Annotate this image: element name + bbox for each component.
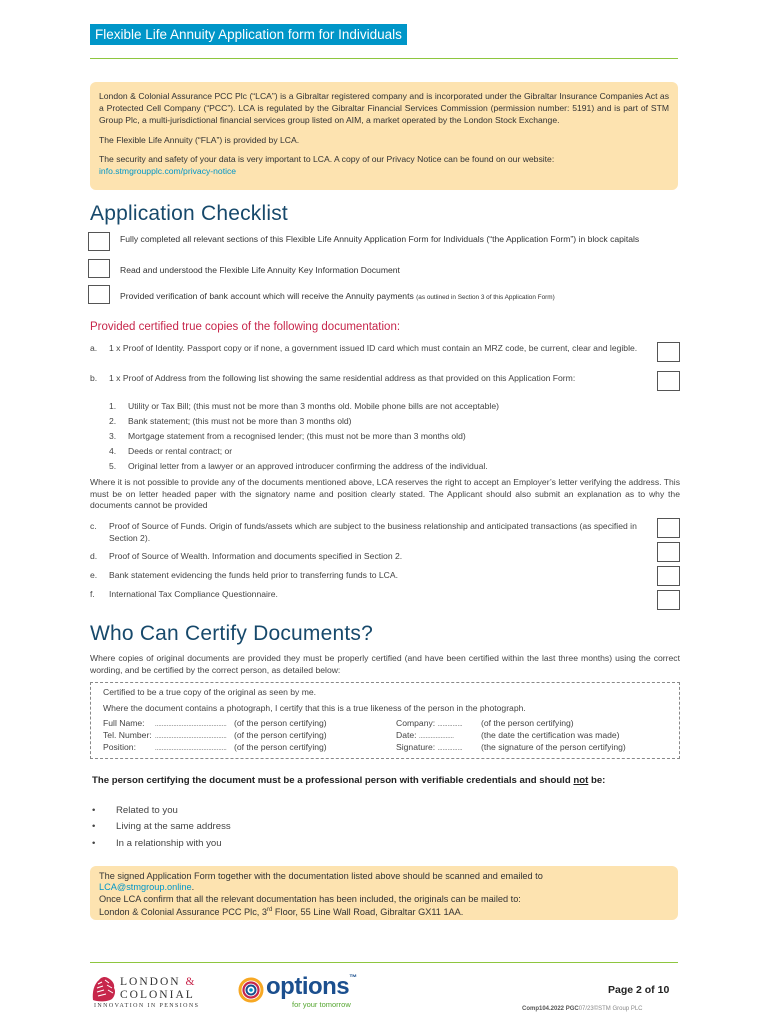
intro-paragraph-company: London & Colonial Assurance PCC Plc (“LCA”) is a Gibraltar registered company and is incorporated under the Gibraltar Insurance Companies Act as a Protected Cell Company (“PCC”). LCA is regulated by the Gibraltar Financial Services Commission (permission number: 5191) and is part of STM Group Plc, a multi-jurisdictional financial services group listed on AIM, a market operated by the London Stock Exchange. bbox=[99, 91, 669, 126]
field-dots: ........................................... bbox=[155, 746, 227, 752]
doc-e-checkbox[interactable] bbox=[657, 566, 680, 586]
lc-wordmark bbox=[120, 976, 196, 1002]
page-number-text: Page 2 of 10 bbox=[608, 984, 670, 996]
certification-line-1: Certified to be a true copy of the original as seen by me. bbox=[103, 687, 317, 697]
options-wordmark bbox=[266, 973, 357, 1001]
field-dots: ........................................... bbox=[155, 722, 227, 728]
doc-b-checkbox[interactable] bbox=[657, 371, 680, 391]
privacy-notice-link[interactable]: info.stmgroupplc.com/privacy-notice bbox=[99, 166, 237, 177]
bullet-icon: • bbox=[92, 821, 96, 832]
doc-c-checkbox[interactable] bbox=[657, 518, 680, 538]
checklist-item-note: (as outlined in Section 3 of this Application Form) bbox=[416, 294, 555, 301]
doc-text: Proof of Source of Wealth. Information and documents specified in Section 2. bbox=[109, 551, 403, 561]
requirement-not: not bbox=[573, 775, 589, 786]
exclusion-text: Related to you bbox=[116, 805, 178, 816]
checklist-checkbox[interactable] bbox=[88, 259, 110, 278]
requirement-text: The person certifying the document must be a professional person with verifiable credentials and should bbox=[92, 775, 574, 786]
checklist-item-text bbox=[120, 291, 676, 303]
options-trademark: ™ bbox=[349, 973, 357, 982]
checklist-item-kid bbox=[88, 259, 678, 281]
field-label: Tel. Number: bbox=[103, 730, 152, 740]
address-sup: rd bbox=[267, 906, 273, 913]
certify-heading: Who Can Certify Documents? bbox=[90, 622, 373, 645]
certify-intro: Where copies of original documents are provided they must be properly certified (and have been certified within the last three months) using the correct wording, and be certified by the correct person, as detailed below: bbox=[90, 653, 680, 675]
privacy-text: The security and safety of your data is very important to LCA. A copy of our Privacy Notice can be found on our website: bbox=[99, 153, 555, 164]
field-label: Position: bbox=[103, 742, 136, 752]
submission-line-2: Once LCA confirm that all the relevant documentation has been included, the originals can be mailed to: bbox=[99, 893, 521, 904]
checklist-checkbox[interactable] bbox=[88, 285, 110, 304]
intro-info-box bbox=[90, 82, 678, 190]
doc-label: f. bbox=[90, 589, 95, 599]
doc-text: International Tax Compliance Questionnaire. bbox=[109, 589, 278, 599]
lc-tagline: INNOVATION IN PENSIONS bbox=[94, 1003, 200, 1009]
documentation-heading: Provided certified true copies of the following documentation: bbox=[90, 321, 401, 333]
doc-d-checkbox[interactable] bbox=[657, 542, 680, 562]
footer-divider bbox=[90, 962, 678, 963]
field-note: (of the person certifying) bbox=[481, 718, 574, 728]
doc-label: a. bbox=[90, 343, 98, 353]
address-option-text: Deeds or rental contract; or bbox=[128, 446, 233, 456]
lc-word-london: LONDON bbox=[120, 976, 181, 988]
address-option-text: Utility or Tax Bill; (this must not be more than 3 months old. Mobile phone bills are not acceptable) bbox=[128, 401, 499, 411]
doc-text: 1 x Proof of Identity. Passport copy or if none, a government issued ID card which must contain an MRZ code, be current, clear and legible. bbox=[109, 343, 638, 353]
address-option-text: Mortgage statement from a recognised lender; (this must not be more than 3 months old) bbox=[128, 431, 466, 441]
lc-word-colonial: COLONIAL bbox=[120, 989, 195, 1001]
checklist-item-bank-verification bbox=[88, 285, 678, 307]
lion-crest-icon bbox=[90, 974, 118, 1004]
doc-label: e. bbox=[90, 570, 98, 580]
address-end: Floor, 55 Line Wall Road, Gibraltar GX11 1AA. bbox=[272, 906, 464, 917]
checklist-item-text: Read and understood the Flexible Life Annuity Key Information Document bbox=[120, 265, 400, 275]
field-date bbox=[396, 730, 620, 740]
certification-wording-box bbox=[90, 682, 680, 759]
checklist-checkbox[interactable] bbox=[88, 232, 110, 251]
certifier-requirement bbox=[92, 774, 680, 788]
intro-paragraph-fla: The Flexible Life Annuity (“FLA”) is provided by LCA. bbox=[99, 134, 300, 145]
field-note: (of the person certifying) bbox=[234, 730, 327, 740]
submission-text: The signed Application Form together with the documentation listed above should be scanned and emailed to bbox=[99, 871, 543, 881]
field-signature bbox=[396, 742, 626, 752]
options-tagline: for your tomorrow bbox=[292, 1000, 351, 1009]
exclusion-text: Living at the same address bbox=[116, 821, 231, 832]
address-option-number: 2. bbox=[109, 416, 117, 426]
field-dots: ............... bbox=[437, 722, 463, 728]
address-option-text: Bank statement; (this must not be more than 3 months old) bbox=[128, 416, 352, 426]
doc-label: d. bbox=[90, 551, 98, 561]
code-bold: Comp104.2022 PGC bbox=[522, 1006, 579, 1012]
address-option-text: Original letter from a lawyer or an approved introducer confirming the address of the individual. bbox=[128, 461, 488, 471]
doc-text: Proof of Source of Funds. Origin of funds/assets which are subject to the business relationship and anticipated transactions (as specified in Section 2). bbox=[109, 521, 637, 543]
london-colonial-logo bbox=[90, 972, 215, 1012]
field-dots: ........................................... bbox=[155, 734, 227, 740]
lca-email-link[interactable]: LCA@stmgroup.online bbox=[99, 882, 192, 893]
address-option-number: 5. bbox=[109, 461, 117, 471]
requirement-end: be: bbox=[588, 775, 606, 786]
address-start: London & Colonial Assurance PCC Plc, 3 bbox=[99, 906, 268, 917]
doc-text: Bank statement evidencing the funds held prior to transferring funds to LCA. bbox=[109, 570, 399, 580]
exclusion-text: In a relationship with you bbox=[116, 838, 222, 849]
code-rest: 07/23©STM Group PLC bbox=[578, 1006, 643, 1012]
doc-a-checkbox[interactable] bbox=[657, 342, 680, 362]
field-dots: ..................... bbox=[418, 734, 454, 740]
field-label: Company: bbox=[396, 718, 436, 728]
field-company bbox=[396, 718, 574, 728]
submission-line-1 bbox=[99, 871, 669, 894]
intro-paragraph-privacy bbox=[99, 153, 669, 177]
document-code bbox=[522, 1006, 643, 1012]
field-tel-number bbox=[103, 730, 327, 740]
field-note: (of the person certifying) bbox=[234, 742, 327, 752]
certification-line-2: Where the document contains a photograph, I certify that this is a true likeness of the person in the photograph. bbox=[103, 703, 526, 713]
doc-label: c. bbox=[90, 521, 97, 531]
lc-ampersand: & bbox=[185, 976, 197, 988]
address-option-number: 4. bbox=[109, 446, 117, 456]
submission-info-box bbox=[90, 866, 678, 920]
doc-f-checkbox[interactable] bbox=[657, 590, 680, 610]
options-ring-icon bbox=[238, 977, 264, 1003]
field-label: Signature: bbox=[396, 742, 436, 752]
field-position bbox=[103, 742, 327, 752]
field-note: (the signature of the person certifying) bbox=[481, 742, 626, 752]
address-option-number: 3. bbox=[109, 431, 117, 441]
page-number bbox=[608, 984, 669, 996]
checklist-heading: Application Checklist bbox=[90, 202, 288, 225]
options-word: options bbox=[266, 973, 350, 1000]
checklist-item-text: Fully completed all relevant sections of this Flexible Life Annuity Application Form for Individuals (“the Application Form”) in block capitals bbox=[120, 234, 640, 244]
postal-address bbox=[99, 905, 669, 918]
field-label: Full Name: bbox=[103, 718, 145, 728]
options-logo bbox=[238, 973, 373, 1012]
bullet-icon: • bbox=[92, 805, 96, 816]
field-note: (of the person certifying) bbox=[234, 718, 327, 728]
form-title: Flexible Life Annuity Application form for Individuals bbox=[90, 24, 407, 45]
field-label: Date: bbox=[396, 730, 417, 740]
address-option-number: 1. bbox=[109, 401, 117, 411]
checklist-item-main: Provided verification of bank account which will receive the Annuity payments bbox=[120, 291, 414, 301]
field-note: (the date the certification was made) bbox=[481, 730, 620, 740]
field-full-name bbox=[103, 718, 327, 728]
submission-punct: . bbox=[191, 882, 195, 893]
field-dots: ............... bbox=[437, 746, 463, 752]
doc-text: 1 x Proof of Address from the following list showing the same residential address as that provided on this Application Form: bbox=[109, 373, 576, 383]
header-divider bbox=[90, 58, 678, 59]
doc-label: b. bbox=[90, 373, 98, 383]
employer-letter-note: Where it is not possible to provide any of the documents mentioned above, LCA reserves the right to accept an Employer’s letter verifying the address. This must be on letter headed paper with the signatory name and position clearly stated. The Applicant should also submit an explanation as to why the documents cannot be provided bbox=[90, 477, 680, 510]
checklist-item-application-form bbox=[88, 232, 678, 256]
bullet-icon: • bbox=[92, 838, 96, 849]
